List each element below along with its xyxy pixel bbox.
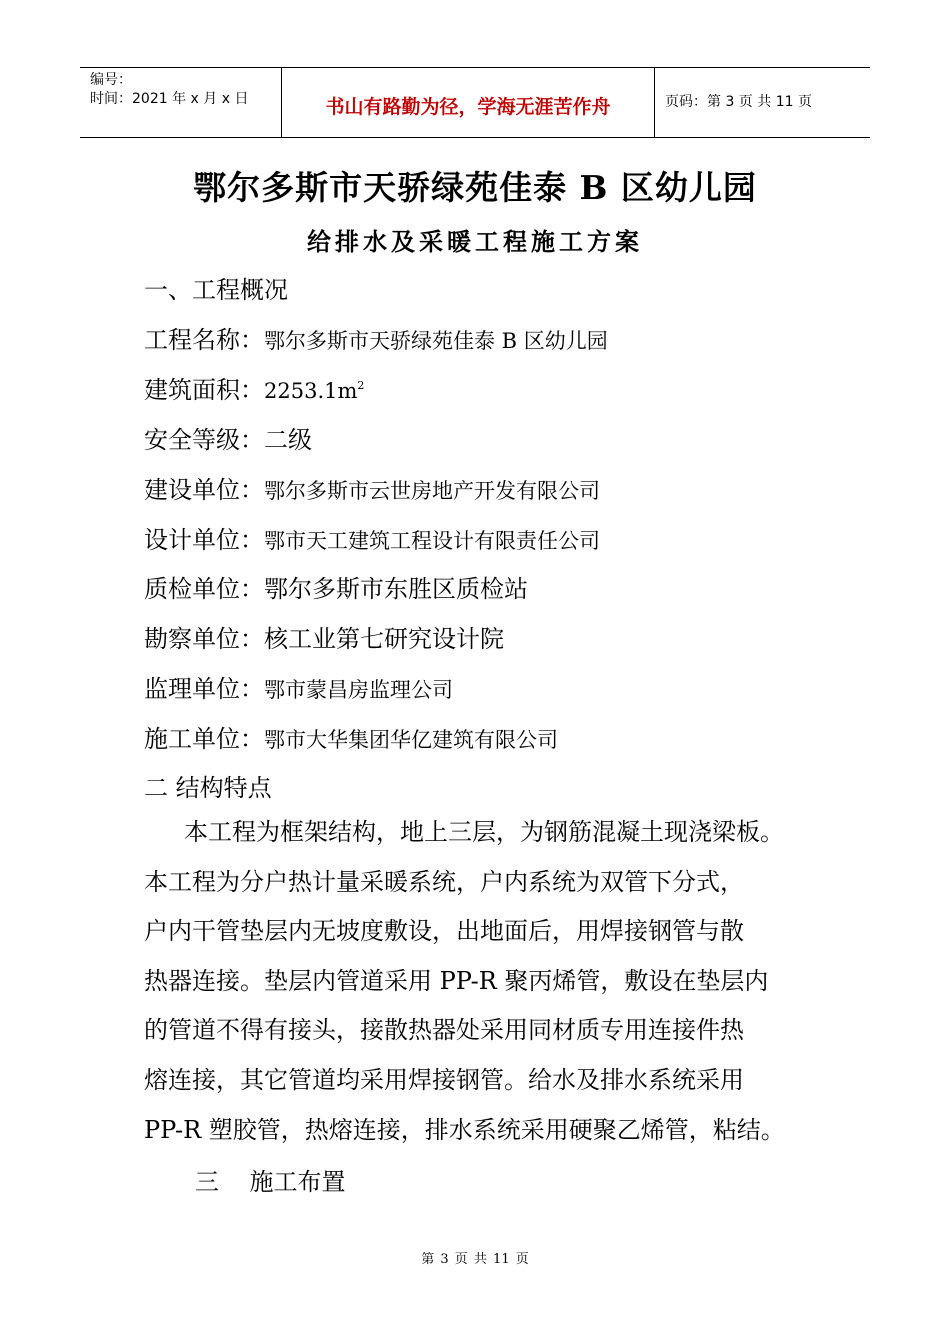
info-value: 鄂市大华集团华亿建筑有限公司 (264, 728, 558, 752)
info-row-area (144, 370, 364, 405)
section3-heading: 三 施工布置 (195, 1168, 346, 1196)
section2-heading: 二 结构特点 (144, 774, 272, 802)
info-row-designer (144, 520, 600, 555)
structure-paragraph (144, 808, 834, 1155)
info-value: 鄂市蒙昌房监理公司 (264, 678, 453, 702)
info-row-supervision (144, 669, 453, 704)
info-row-owner (144, 470, 600, 505)
motto-text: 书山有路勤为径，学海无涯苦作舟 (325, 96, 611, 118)
info-value: 鄂市天工建筑工程设计有限责任公司 (264, 529, 600, 553)
info-label: 建设单位： (144, 476, 264, 504)
document-title: 鄂尔多斯市天骄绿苑佳泰 B 区幼儿园 (193, 168, 757, 207)
info-label: 工程名称： (144, 326, 264, 354)
info-row-inspection (144, 569, 528, 604)
paragraph-line: 的管道不得有接头，接散热器处采用同材质专用连接件热 (144, 1016, 744, 1045)
paragraph-line: 本工程为分户热计量采暖系统，户内系统为双管下分式， (144, 867, 744, 896)
info-value: 2253.1m (264, 379, 358, 403)
header-page-cell (656, 68, 870, 137)
info-value: 二级 (264, 426, 312, 454)
header-table (80, 67, 870, 138)
info-row-safety (144, 420, 312, 455)
time-label: 时间：2021 年 x 月 x 日 (90, 91, 249, 107)
info-value: 鄂尔多斯市天骄绿苑佳泰 B 区幼儿园 (264, 329, 608, 353)
info-label: 监理单位： (144, 675, 264, 703)
paragraph-line: 本工程为框架结构，地上三层，为钢筋混凝土现浇梁板。 (184, 818, 784, 846)
info-label: 施工单位： (144, 725, 264, 753)
info-value: 核工业第七研究设计院 (264, 625, 504, 653)
paragraph-line: 户内干管垫层内无坡度敷设，出地面后，用焊接钢管与散 (144, 917, 744, 946)
header-info-cell (80, 68, 282, 137)
info-row-project-name (144, 320, 608, 355)
paragraph-line: 热器连接。垫层内管道采用 PP-R 聚丙烯管，敷设在垫层内 (144, 966, 769, 995)
info-value: 鄂尔多斯市云世房地产开发有限公司 (264, 479, 600, 503)
info-row-contractor (144, 719, 558, 754)
document-subtitle: 给排水及采暖工程施工方案 (307, 227, 643, 256)
header-motto-cell (282, 68, 655, 137)
info-label: 质检单位： (144, 575, 264, 603)
paragraph-line: 熔连接，其它管道均采用焊接钢管。给水及排水系统采用 (144, 1065, 744, 1094)
info-value: 鄂尔多斯市东胜区质检站 (264, 575, 528, 603)
info-label: 勘察单位： (144, 625, 264, 653)
paragraph-line: PP-R 塑胶管，热熔连接，排水系统采用硬聚乙烯管，粘结。 (144, 1115, 785, 1144)
page-footer: 第 3 页 共 11 页 (421, 1252, 529, 1267)
superscript-2: 2 (357, 379, 365, 392)
info-row-survey (144, 619, 504, 654)
info-label: 设计单位： (144, 526, 264, 554)
section1-heading: 一、工程概况 (144, 276, 288, 304)
page-label: 页码：第 3 页 共 11 页 (665, 94, 812, 110)
number-label: 编号： (90, 72, 132, 88)
info-label: 安全等级： (144, 426, 264, 454)
info-label: 建筑面积： (144, 376, 264, 404)
